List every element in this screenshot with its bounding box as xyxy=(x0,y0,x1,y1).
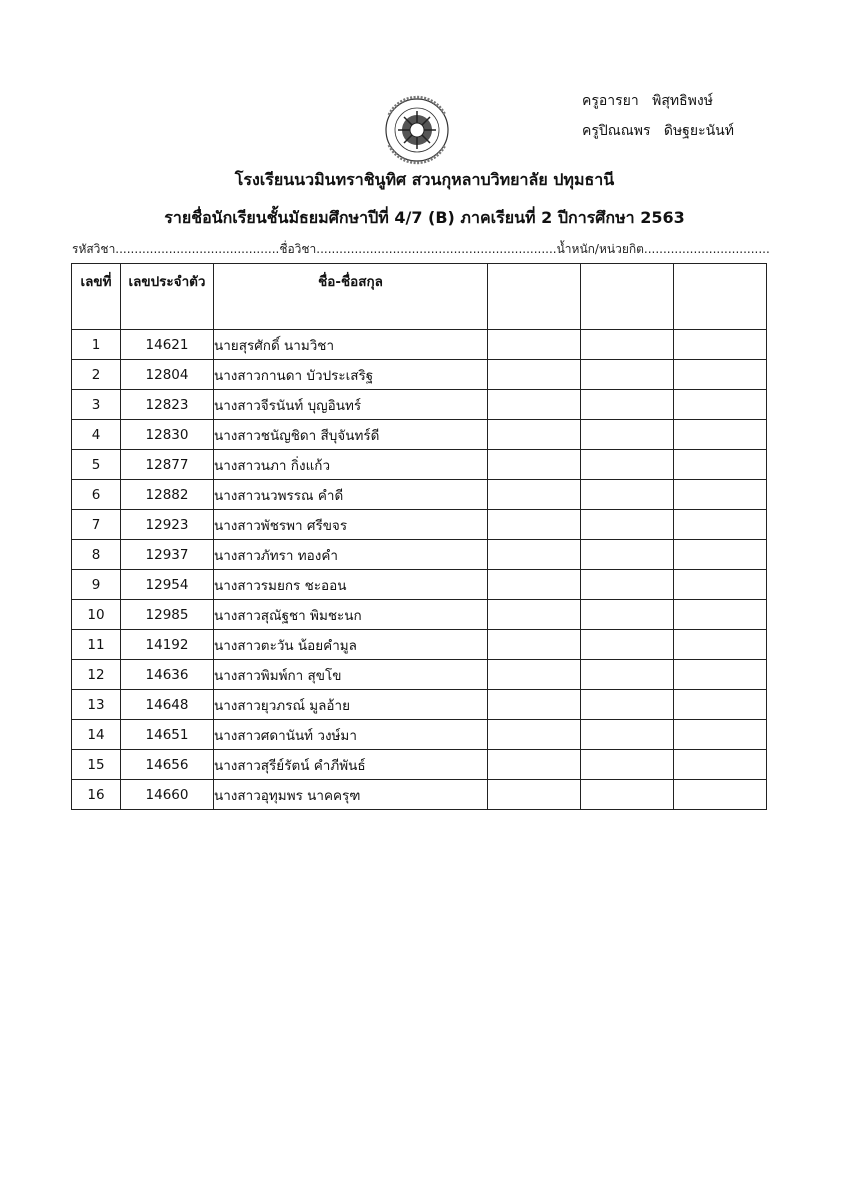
row-number: 11 xyxy=(72,630,121,660)
table-row xyxy=(72,690,767,720)
row-blank-cell xyxy=(488,480,581,510)
row-student-id: 12823 xyxy=(121,390,214,420)
row-student-name: นางสาวกานดา บัวประเสริฐ xyxy=(214,360,488,390)
row-student-id: 14621 xyxy=(121,330,214,360)
header-number: เลขที่ xyxy=(72,264,121,330)
row-blank-cell xyxy=(488,390,581,420)
row-blank-cell xyxy=(581,780,674,810)
roster-body xyxy=(72,330,767,810)
row-number: 7 xyxy=(72,510,121,540)
header-name: ชื่อ-ชื่อสกุล xyxy=(214,264,488,330)
row-blank-cell xyxy=(488,720,581,750)
row-student-name: นางสาวพิมพ์กา สุขโข xyxy=(214,660,488,690)
row-student-name: นางสาวสุรีย์รัตน์ คำภีพันธ์ xyxy=(214,750,488,780)
row-blank-cell xyxy=(581,330,674,360)
row-blank-cell xyxy=(581,660,674,690)
row-student-name: นางสาวตะวัน น้อยคำมูล xyxy=(214,630,488,660)
row-blank-cell xyxy=(674,420,767,450)
form-fields: รหัสวิชา...........................................ชื่อวิชา...............................................................น้ำหนัก/หน่วยกิต................................. xyxy=(72,242,770,256)
row-blank-cell xyxy=(488,630,581,660)
row-student-id: 12937 xyxy=(121,540,214,570)
teacher-name: ครูปิณณพร ดิษฐยะนันท์ xyxy=(582,123,734,139)
row-blank-cell xyxy=(488,570,581,600)
table-row xyxy=(72,720,767,750)
table-row xyxy=(72,360,767,390)
row-blank-cell xyxy=(674,780,767,810)
row-blank-cell xyxy=(488,780,581,810)
row-student-id: 12954 xyxy=(121,570,214,600)
row-blank-cell xyxy=(674,630,767,660)
row-blank-cell xyxy=(581,510,674,540)
row-blank-cell xyxy=(581,690,674,720)
row-student-name: นายสุรศักดิ์ นามวิชา xyxy=(214,330,488,360)
row-blank-cell xyxy=(674,330,767,360)
row-blank-cell xyxy=(674,720,767,750)
row-student-name: นางสาวภัทรา ทองคำ xyxy=(214,540,488,570)
row-blank-cell xyxy=(488,420,581,450)
row-student-name: นางสาวศดานันท์ วงษ์มา xyxy=(214,720,488,750)
row-student-id: 14660 xyxy=(121,780,214,810)
table-row xyxy=(72,750,767,780)
row-student-name: นางสาวจีรนันท์ บุญอินทร์ xyxy=(214,390,488,420)
row-number: 8 xyxy=(72,540,121,570)
row-blank-cell xyxy=(581,360,674,390)
row-number: 14 xyxy=(72,720,121,750)
student-roster-table xyxy=(71,263,767,810)
row-blank-cell xyxy=(674,390,767,420)
row-student-name: นางสาวยุวภรณ์ มูลอ้าย xyxy=(214,690,488,720)
row-student-id: 14656 xyxy=(121,750,214,780)
table-row xyxy=(72,420,767,450)
row-number: 13 xyxy=(72,690,121,720)
row-blank-cell xyxy=(674,450,767,480)
table-row xyxy=(72,660,767,690)
table-row xyxy=(72,600,767,630)
row-student-name: นางสาวชนัญชิดา สีบุจันทร์ดี xyxy=(214,420,488,450)
row-blank-cell xyxy=(488,690,581,720)
row-blank-cell xyxy=(674,510,767,540)
row-blank-cell xyxy=(488,450,581,480)
table-row xyxy=(72,630,767,660)
row-blank-cell xyxy=(488,600,581,630)
row-blank-cell xyxy=(674,480,767,510)
header-blank-1 xyxy=(488,264,581,330)
row-number: 9 xyxy=(72,570,121,600)
row-blank-cell xyxy=(581,750,674,780)
row-student-id: 14636 xyxy=(121,660,214,690)
row-number: 4 xyxy=(72,420,121,450)
row-blank-cell xyxy=(581,570,674,600)
row-blank-cell xyxy=(674,570,767,600)
row-blank-cell xyxy=(488,510,581,540)
table-row xyxy=(72,330,767,360)
row-student-id: 12923 xyxy=(121,510,214,540)
header-student-id: เลขประจำตัว xyxy=(121,264,214,330)
row-blank-cell xyxy=(674,660,767,690)
row-blank-cell xyxy=(581,420,674,450)
class-title: รายชื่อนักเรียนชั้นมัธยมศึกษาปีที่ 4/7 (B) ภาคเรียนที่ 2 ปีการศึกษา 2563 xyxy=(164,208,685,227)
row-blank-cell xyxy=(488,660,581,690)
header-blank-2 xyxy=(581,264,674,330)
row-blank-cell xyxy=(488,750,581,780)
row-number: 15 xyxy=(72,750,121,780)
row-number: 5 xyxy=(72,450,121,480)
row-student-id: 12877 xyxy=(121,450,214,480)
row-blank-cell xyxy=(488,330,581,360)
row-number: 3 xyxy=(72,390,121,420)
row-blank-cell xyxy=(488,540,581,570)
table-row xyxy=(72,510,767,540)
table-row xyxy=(72,570,767,600)
row-student-id: 12985 xyxy=(121,600,214,630)
row-blank-cell xyxy=(674,540,767,570)
table-row xyxy=(72,480,767,510)
school-title: โรงเรียนนวมินทราชินูทิศ สวนกุหลาบวิทยาลัย ปทุมธานี xyxy=(234,170,615,189)
row-blank-cell xyxy=(674,750,767,780)
row-student-id: 14651 xyxy=(121,720,214,750)
table-row xyxy=(72,390,767,420)
header-blank-3 xyxy=(674,264,767,330)
row-number: 2 xyxy=(72,360,121,390)
row-number: 12 xyxy=(72,660,121,690)
row-blank-cell xyxy=(674,690,767,720)
row-blank-cell xyxy=(674,360,767,390)
row-blank-cell xyxy=(581,630,674,660)
row-student-name: นางสาวรมยกร ชะออน xyxy=(214,570,488,600)
table-row xyxy=(72,540,767,570)
row-blank-cell xyxy=(581,720,674,750)
table-row xyxy=(72,780,767,810)
row-student-name: นางสาวสุณัฐชา พิมชะนก xyxy=(214,600,488,630)
row-student-id: 12804 xyxy=(121,360,214,390)
row-blank-cell xyxy=(581,450,674,480)
row-student-name: นางสาวนวพรรณ คำดี xyxy=(214,480,488,510)
row-number: 1 xyxy=(72,330,121,360)
row-blank-cell xyxy=(581,600,674,630)
row-number: 6 xyxy=(72,480,121,510)
row-student-name: นางสาวนภา กิ่งแก้ว xyxy=(214,450,488,480)
row-blank-cell xyxy=(581,390,674,420)
row-blank-cell xyxy=(581,480,674,510)
row-student-id: 12830 xyxy=(121,420,214,450)
table-row xyxy=(72,450,767,480)
row-student-id: 12882 xyxy=(121,480,214,510)
table-header-row xyxy=(72,264,767,330)
row-number: 16 xyxy=(72,780,121,810)
row-number: 10 xyxy=(72,600,121,630)
row-student-name: นางสาวพัชรพา ศรีขจร xyxy=(214,510,488,540)
row-student-id: 14648 xyxy=(121,690,214,720)
teacher-names xyxy=(582,86,734,146)
row-student-id: 14192 xyxy=(121,630,214,660)
row-blank-cell xyxy=(488,360,581,390)
row-blank-cell xyxy=(581,540,674,570)
row-student-name: นางสาวอุทุมพร นาคครุฑ xyxy=(214,780,488,810)
row-blank-cell xyxy=(674,600,767,630)
teacher-name: ครูอารยา พิสุทธิพงษ์ xyxy=(582,93,713,109)
school-seal-logo xyxy=(377,95,457,165)
